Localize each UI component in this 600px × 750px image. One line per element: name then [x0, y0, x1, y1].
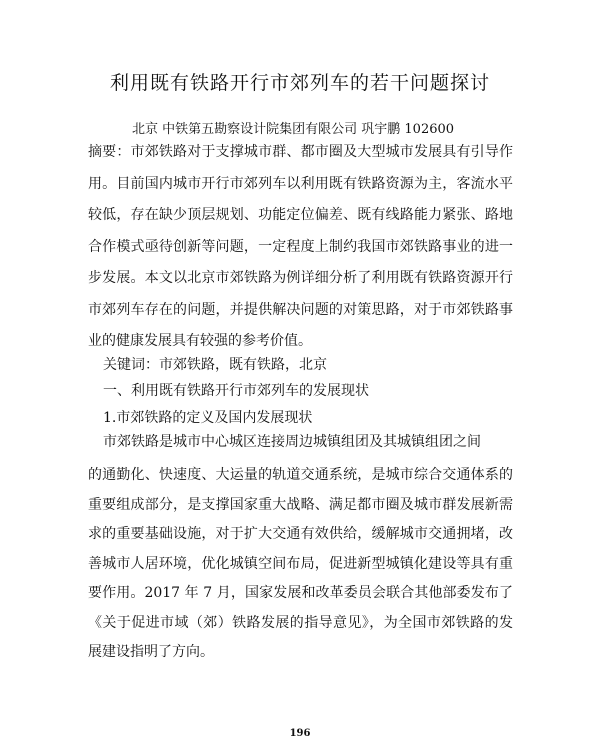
keywords-line: 关键词：市郊铁路，既有铁路，北京 [103, 357, 327, 373]
paper-title: 利用既有铁路开行市郊列车的若干问题探讨 [109, 72, 490, 94]
section-heading: 一、利用既有铁路开行市郊列车的发展现状 [103, 383, 369, 399]
subsection-heading: 1.市郊铁路的定义及国内发展现状 [103, 410, 313, 426]
body-paragraph: 的通勤化、快速度、大运量的轨道交通系统，是城市综合交通体系的重要组成部分，是支撑国家重大战略、满足都市圈及城市群发展新需求的重要基础设施，对于扩大交通有效供给，缓解城市交通拥堵，改善城市人居环境，优化城镇空间布局，促进新型城镇化建设等具有重要作用。2017 年 7 月，国家发展和改革委员会联合其他部委发布了《关于促进市域（郊）铁路发展的指导意见》，为全国市郊铁路的发展建设指明了方向。 [88, 467, 513, 660]
author-byline: 北京 中铁第五勘察设计院集团有限公司 巩宇鹏 102600 [132, 122, 455, 137]
abstract-paragraph: 摘要：市郊铁路对于支撑城市群、都市圈及大型城市发展具有引导作用。目前国内城市开行市郊列车以利用既有铁路资源为主，客流水平较低，存在缺少顶层规划、功能定位偏差、既有线路能力紧张、路地合作模式亟待创新等问题，一定程度上制约我国市郊铁路事业的进一步发展。本文以北京市郊铁路为例详细分析了利用既有铁路资源开行市郊列车存在的问题，并提供解决问题的对策思路，对于市郊铁路事业的健康发展具有较强的参考价值。 [88, 144, 513, 349]
body-paragraph-first-line: 市郊铁路是城市中心城区连接周边城镇组团及其城镇组团之间 [103, 434, 481, 450]
page-number: 196 [289, 728, 311, 739]
